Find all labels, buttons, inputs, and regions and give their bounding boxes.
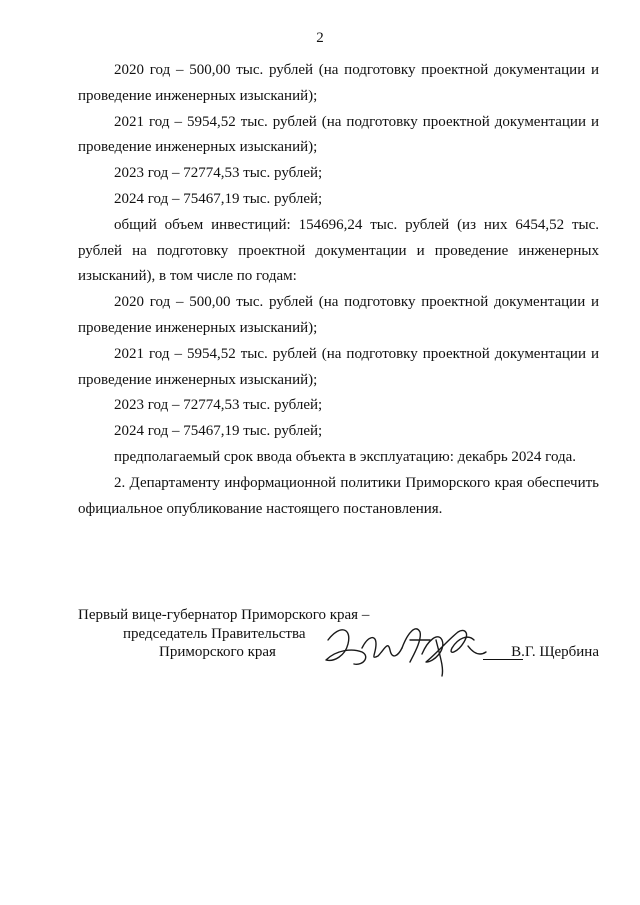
paragraph-2020-design-repeat: 2020 год – 500,00 тыс. рублей (на подготовку проектной документации и проведение инженерных изысканий); — [78, 294, 599, 336]
signature-block — [78, 606, 599, 676]
signatory-title-line-1: Первый вице-губернатор Приморского края – — [78, 607, 370, 623]
paragraph-total-investment: общий объем инвестиций: 154696,24 тыс. рублей (из них 6454,52 тыс. рублей на подготовку проектной документации и проведение инженерных изысканий), в том числе по годам: — [78, 216, 599, 285]
paragraph-2023-repeat: 2023 год – 72774,53 тыс. рублей; — [114, 397, 323, 414]
paragraph-publication-order: 2. Департаменту информационной политики Приморского края обеспечить официальное опубликование настоящего постановления. — [78, 474, 599, 517]
paragraph-commissioning-date: предполагаемый срок ввода объекта в эксплуатацию: декабрь 2024 года. — [114, 448, 577, 465]
paragraph-2024: 2024 год – 75467,19 тыс. рублей; — [114, 190, 323, 207]
paragraph-2020-design: 2020 год – 500,00 тыс. рублей (на подготовку проектной документации и проведение инженерных изысканий); — [78, 62, 599, 104]
signatory-name: В.Г. Щербина — [511, 644, 599, 660]
paragraph-2023: 2023 год – 72774,53 тыс. рублей; — [114, 165, 323, 182]
page-number: 2 — [316, 30, 324, 46]
paragraph-2021-design: 2021 год – 5954,52 тыс. рублей (на подготовку проектной документации и проведение инженерных изысканий); — [78, 113, 599, 156]
document-body — [78, 58, 599, 522]
signatory-title-line-2: председатель Правительства — [123, 626, 306, 642]
paragraph-2021-design-repeat: 2021 год – 5954,52 тыс. рублей (на подготовку проектной документации и проведение инженерных изысканий); — [78, 345, 599, 388]
signatory-title-line-3: Приморского края — [159, 644, 276, 660]
handwritten-signature — [318, 610, 493, 680]
paragraph-2024-repeat: 2024 год – 75467,19 тыс. рублей; — [114, 423, 323, 440]
